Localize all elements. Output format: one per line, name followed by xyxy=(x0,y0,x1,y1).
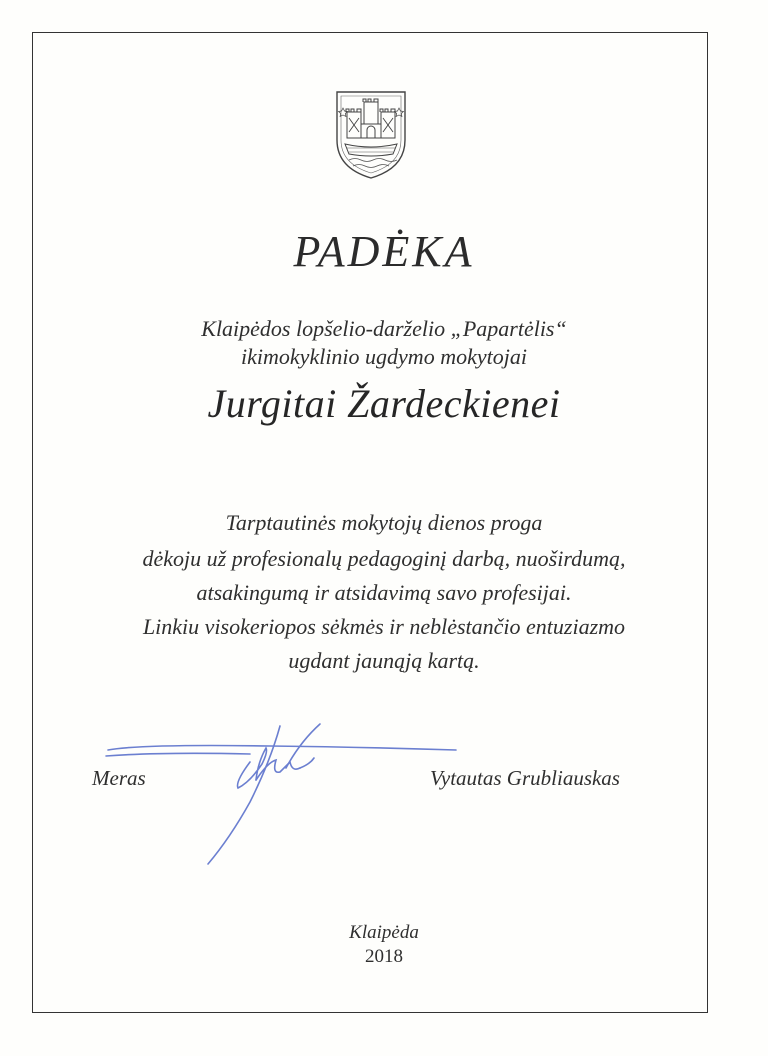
institution-line-1: Klaipėdos lopšelio-darželio „Papartėlis“ xyxy=(201,316,567,341)
issue-place: Klaipėda xyxy=(349,922,419,943)
body-line-3: atsakingumą ir atsidavimą savo profesijai. xyxy=(196,580,572,605)
signatory-name: Vytautas Grubliauskas xyxy=(430,766,620,790)
institution-line-2: ikimokyklinio ugdymo mokytojai xyxy=(241,344,527,369)
body-line-5: ugdant jaunąją kartą. xyxy=(288,648,480,673)
klaipeda-coat-of-arms-icon xyxy=(333,88,409,180)
handwritten-signature xyxy=(100,722,470,872)
signatory-role: Meras xyxy=(92,766,146,790)
recipient-name: Jurgitai Žardeckienei xyxy=(207,381,561,426)
certificate-title: PADĖKA xyxy=(293,227,475,276)
body-line-4: Linkiu visokeriopos sėkmės ir neblėstančio entuziazmo xyxy=(142,614,626,639)
issue-year: 2018 xyxy=(365,946,403,967)
body-line-2: dėkoju už profesionalų pedagoginį darbą, nuoširdumą, xyxy=(142,546,626,571)
body-line-1: Tarptautinės mokytojų dienos proga xyxy=(225,510,543,535)
